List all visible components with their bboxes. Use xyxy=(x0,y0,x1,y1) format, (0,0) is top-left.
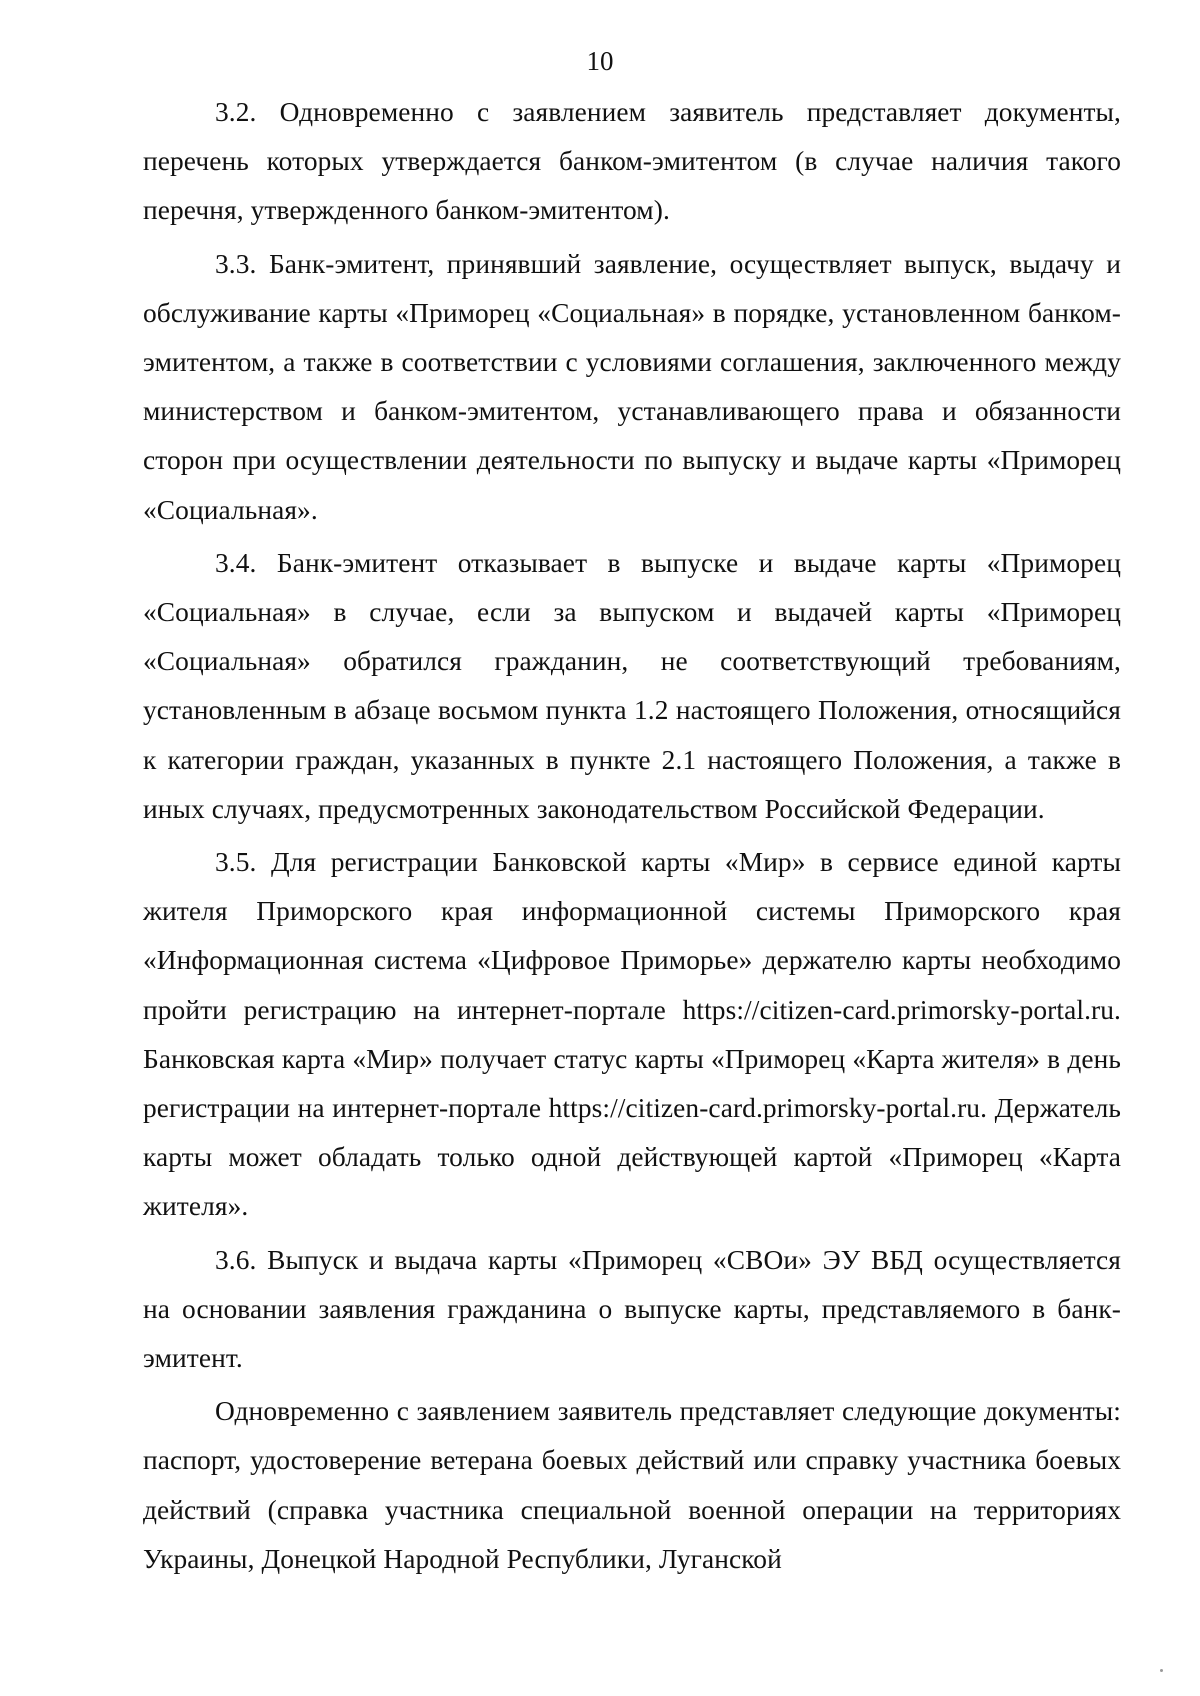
paragraph-3-4: 3.4. Банк-эмитент отказывает в выпуске и выдаче карты «Приморец «Социальная» в случае, если за выпуском и выдачей карты «Приморец «Социальная» обратился гражданин, не соответствующий требованиям, установленным в абзаце восьмом пункта 1.2 настоящего Положения, относящийся к категории граждан, указанных в пункте 2.1 настоящего Положения, а также в иных случаях, предусмотренных законодательством Российской Федерации. xyxy=(143,547,1121,824)
paragraph-3-6: 3.6. Выпуск и выдача карты «Приморец «СВОи» ЭУ ВБД осуществляется на основании заявления гражданина о выпуске карты, представляемого в банк-эмитент. xyxy=(143,1244,1121,1374)
document-body xyxy=(143,88,1121,1586)
paragraph-3-2: 3.2. Одновременно с заявлением заявитель представляет документы, перечень которых утверждается банком-эмитентом (в случае наличия такого перечня, утвержденного банком-эмитентом). xyxy=(143,97,1121,226)
paragraph-3-3: 3.3. Банк-эмитент, принявший заявление, осуществляет выпуск, выдачу и обслуживание карты «Приморец «Социальная» в порядке, установленном банком-эмитентом, а также в соответствии с условиями соглашения, заключенного между министерством и банком-эмитентом, устанавливающего права и обязанности сторон при осуществлении деятельности по выпуску и выдаче карты «Приморец «Социальная». xyxy=(143,248,1121,525)
paragraph-3-5: 3.5. Для регистрации Банковской карты «Мир» в сервисе единой карты жителя Приморского края информационной системы Приморского края «Информационная система «Цифровое Приморье» держателю карты необходимо пройти регистрацию на интернет-портале https://citizen-card.primorsky-portal.ru. Банковская карта «Мир» получает статус карты «Приморец «Карта жителя» в день регистрации на интернет-портале https://citizen-card.primorsky-portal.ru. Держатель карты может обладать только одной действующей картой «Приморец «Карта жителя». xyxy=(143,847,1121,1222)
page-number: 10 xyxy=(586,46,614,76)
paragraph-documents-list: Одновременно с заявлением заявитель представляет следующие документы: паспорт, удостоверение ветерана боевых действий или справку участника боевых действий (справка участника специальной военной операции на территориях Украины, Донецкой Народной Республики, Луганской xyxy=(143,1396,1121,1574)
scan-speck xyxy=(1160,1669,1163,1672)
